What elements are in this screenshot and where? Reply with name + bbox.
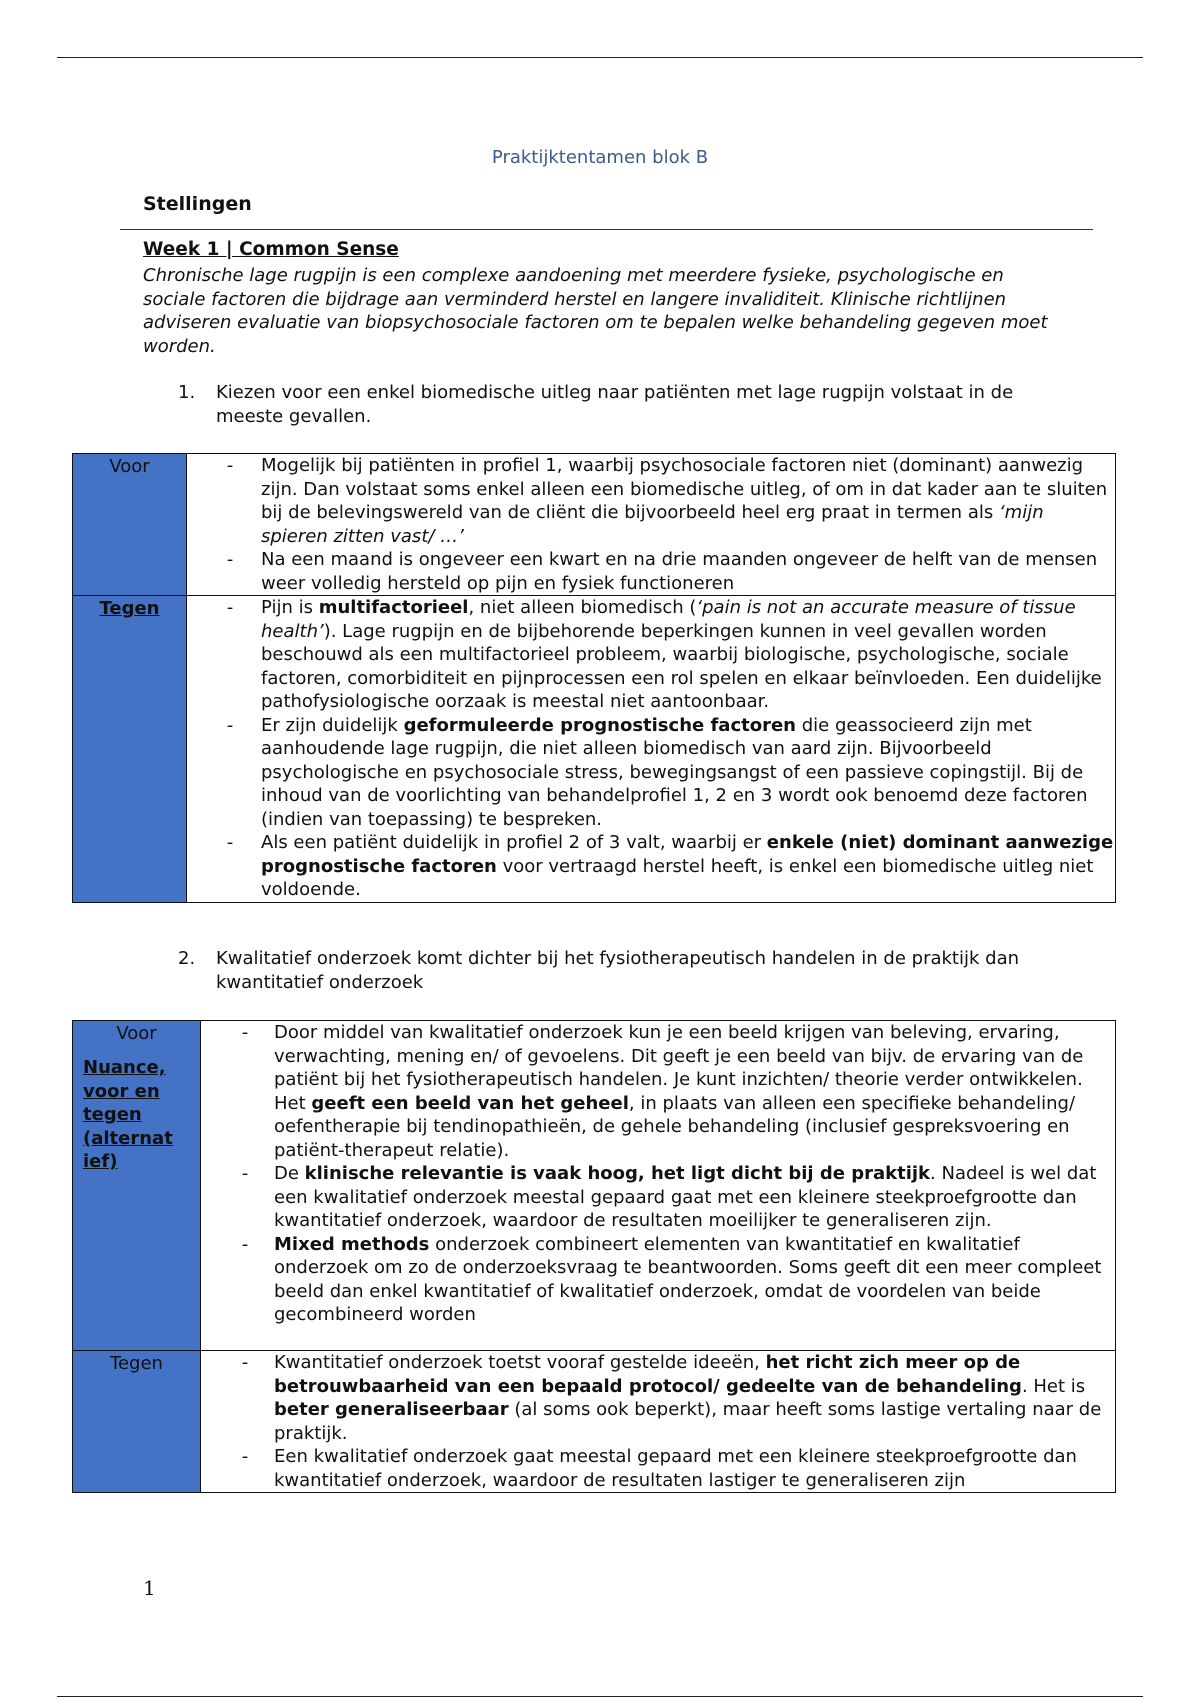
- bullet-text: multifactorieel: [318, 597, 469, 618]
- bullet-item: [187, 548, 1115, 595]
- bullet-text: het richt zich meer op de betrouwbaarheid van een bepaald protocol/ gedeelte van de behandeling: [274, 1352, 1022, 1397]
- bullet-text: ‘pain is not an accurate measure of tissue health’: [261, 597, 1076, 642]
- voor-label-cell: [73, 1021, 201, 1351]
- bullet-item: [201, 1162, 1115, 1233]
- statement-1: [178, 381, 1078, 429]
- bullet-text: geeft een beeld van het geheel: [311, 1092, 629, 1114]
- bullet-text: Na een maand is ongeveer een kwart en na drie maanden ongeveer de helft van de mensen weer volledig hersteld op pijn en fysiek functioneren: [261, 549, 1098, 594]
- voor-bullet-list: [201, 1021, 1115, 1327]
- bullet-dash: -: [226, 455, 234, 476]
- bullet-text: Mogelijk bij patiënten in profiel 1, waarbij psychosociale factoren niet (dominant) aanwezig zijn. Dan volstaat soms enkel alleen een biomedische uitleg, of om in dat kader aan te sluiten bij de belevingswereld van de cliënt die bijvoorbeeld heel erg praat in termen als: [261, 455, 1108, 523]
- bullet-text: enkele (niet) dominant aanwezige prognostische factoren: [261, 832, 1114, 877]
- footer-rule: [57, 1696, 1143, 1697]
- bullet-text: Er zijn duidelijk: [261, 714, 404, 736]
- bullet-item: [187, 454, 1115, 548]
- statement-2-table: [72, 1020, 1116, 1493]
- bullet-item: [187, 831, 1115, 902]
- voor-label: Voor: [109, 456, 150, 477]
- voor-content: [201, 1021, 1116, 1351]
- tegen-label-cell: [73, 1351, 201, 1493]
- statement-text: Kwalitatief onderzoek komt dichter bij het fysiotherapeutisch handelen in de praktijk dan kwantitatief onderzoek: [216, 948, 1020, 993]
- tegen-bullet-list: [187, 596, 1115, 902]
- bullet-item: [187, 596, 1115, 714]
- bullet-dash: -: [226, 597, 234, 618]
- statement-1-table: [72, 453, 1116, 903]
- statement-2: [178, 947, 1078, 995]
- bullet-text: ). Lage rugpijn en de bijbehorende beperkingen kunnen in veel gevallen worden beschouwd als een multifactorieel probleem, waarbij biologische, psychologische, sociale factoren, comorbiditeit en pijnprocessen een rol spelen en elkaar beïnvloeden. Een duidelijke pathofysiologische oorzaak is meestal niet aantoonbaar.: [261, 620, 1102, 712]
- tegen-bullet-list: [201, 1351, 1115, 1492]
- bullet-text: , in plaats van alleen een specifieke behandeling/ oefentherapie bij tendinopathieën, de gehele behandeling (inclusief gespreksvoering en patiënt-therapeut relatie).: [274, 1092, 1076, 1161]
- voor-label: Voor: [116, 1023, 157, 1044]
- bullet-text: Kwantitatief onderzoek toetst vooraf gestelde ideeën,: [274, 1352, 766, 1373]
- voor-content: [187, 454, 1116, 596]
- tegen-row: [73, 1351, 1116, 1493]
- voor-row: [73, 1021, 1116, 1351]
- voor-label-cell: [73, 454, 187, 596]
- week-intro: Chronische lage rugpijn is een complexe aandoening met meerdere fysieke, psychologische en sociale factoren die bijdrage aan verminderd herstel en langere invaliditeit. Klinische richtlijnen adviseren evaluatie van biopsychosociale factoren om te bepalen welke behandeling gegeven moet worden.: [143, 265, 1048, 357]
- bullet-dash: -: [241, 1446, 249, 1467]
- section-divider: [120, 229, 1093, 230]
- bullet-text: Mixed methods: [274, 1233, 430, 1255]
- bullet-text: Door middel van kwalitatief onderzoek kun je een beeld krijgen van beleving, ervaring, verwachting, mening en/ of gevoelens. Dit geeft je een beeld van bijv. de ervaring van de patiënt bij het fysiotherapeutisch handelen. Je kunt inzichten/ theorie verder ontwikkelen. Het: [274, 1022, 1084, 1114]
- bullet-text: ‘mijn spieren zitten vast/ …’: [261, 502, 1044, 547]
- bullet-text: , niet alleen biomedisch (: [468, 597, 697, 618]
- bullet-text: Pijn is: [261, 597, 319, 618]
- section-heading: Stellingen: [143, 193, 252, 215]
- tegen-label: Tegen: [99, 598, 160, 619]
- bullet-dash: -: [241, 1022, 249, 1043]
- bullet-text: (al soms ook beperkt), maar heeft soms lastige vertaling naar de praktijk.: [274, 1399, 1102, 1444]
- bullet-text: klinische relevantie is vaak hoog, het ligt dicht bij de praktijk: [304, 1163, 931, 1184]
- bullet-text: Een kwalitatief onderzoek gaat meestal gepaard met een kleinere steekproefgrootte dan kwantitatief onderzoek, waardoor de resultaten lastiger te generaliseren zijn: [274, 1446, 1077, 1491]
- bullet-dash: -: [226, 714, 234, 736]
- week-title: Week 1 | Common Sense: [143, 239, 399, 260]
- tegen-content: [187, 596, 1116, 903]
- nuance-label: Nuance, voor en tegen (alternat ief): [83, 1057, 173, 1172]
- statement-number: 2.: [178, 948, 196, 969]
- voor-row: [73, 454, 1116, 596]
- header-rule: [57, 57, 1143, 58]
- tegen-content: [201, 1351, 1116, 1493]
- tegen-label-cell: [73, 596, 187, 903]
- bullet-text: geformuleerde prognostische factoren: [403, 714, 796, 736]
- page-number: 1: [143, 1576, 156, 1600]
- document-title: Praktijktentamen blok B: [491, 147, 709, 168]
- tegen-row: [73, 596, 1116, 903]
- voor-bullet-list: [187, 454, 1115, 595]
- bullet-item: [201, 1445, 1115, 1492]
- bullet-text: . Nadeel is wel dat een kwalitatief onderzoek meestal gepaard gaat met een kleinere steekproefgrootte dan kwantitatief onderzoek, waardoor de resultaten moeilijker te generaliseren zijn.: [274, 1163, 1097, 1231]
- bullet-text: . Het is: [1021, 1375, 1086, 1397]
- bullet-dash: -: [241, 1233, 249, 1255]
- bullet-item: [201, 1021, 1115, 1162]
- tegen-label: Tegen: [110, 1353, 163, 1374]
- bullet-item: [201, 1233, 1115, 1327]
- statement-text: Kiezen voor een enkel biomedische uitleg naar patiënten met lage rugpijn volstaat in de meeste gevallen.: [216, 382, 1014, 427]
- bullet-text: die geassocieerd zijn met aanhoudende lage rugpijn, die niet alleen biomedisch van aard zijn. Bijvoorbeeld psychologische en psychosociale stress, bewegingsangst of een passieve copingstijl. Bij de inhoud van de voorlichting van behandelprofiel 1, 2 en 3 wordt ook benoemd deze factoren (indien van toepassing) te bespreken.: [261, 714, 1088, 830]
- bullet-text: De: [274, 1163, 305, 1184]
- bullet-dash: -: [241, 1352, 249, 1373]
- bullet-dash: -: [241, 1163, 249, 1184]
- bullet-dash: -: [226, 832, 234, 853]
- bullet-text: Als een patiënt duidelijk in profiel 2 of 3 valt, waarbij er: [261, 832, 767, 853]
- bullet-text: onderzoek combineert elementen van kwantitatief en kwalitatief onderzoek om zo de onderzoeksvraag te beantwoorden. Soms geeft dit een meer compleet beeld dan enkel kwantitatief of kwalitatief onderzoek, omdat de voordelen van beide gecombineerd worden: [274, 1233, 1102, 1325]
- bullet-item: [187, 714, 1115, 832]
- statement-number: 1.: [178, 382, 196, 403]
- bullet-text: beter generaliseerbaar: [274, 1399, 509, 1420]
- bullet-dash: -: [226, 549, 234, 570]
- bullet-item: [201, 1351, 1115, 1445]
- bullet-text: voor vertraagd herstel heeft, is enkel een biomedische uitleg niet voldoende.: [261, 855, 1094, 900]
